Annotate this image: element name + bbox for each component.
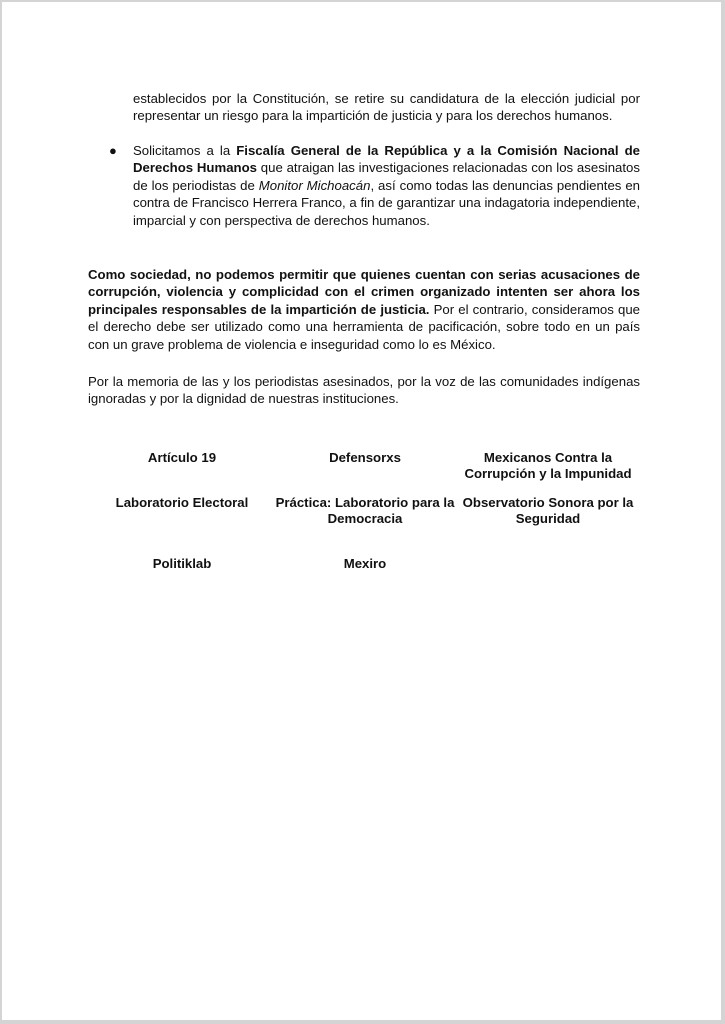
signatory: Defensorxs [329, 450, 401, 465]
statement-paragraph [88, 266, 640, 353]
bullet-icon: ● [109, 143, 117, 158]
signatory: Politiklab [152, 556, 212, 571]
signatory: Práctica: Laboratorio para la Democracia [275, 495, 455, 526]
signatory: Mexicanos Contra la Corrupción y la Impunidad [464, 450, 632, 481]
signatory: Mexiro [343, 556, 387, 571]
signatory: Laboratorio Electoral [115, 495, 249, 510]
bullet-italic-outlet: Monitor Michoacán [258, 177, 371, 193]
signatory: Observatorio Sonora por la Seguridad [462, 495, 634, 526]
signatory: Artículo 19 [147, 450, 217, 465]
statement-regular: Por el contrario, consideramos que el derecho debe ser utilizado como una herramienta de pacificación, sobre todo en un país con un grave problema de violencia e inseguridad como lo es México. [88, 301, 640, 352]
bullet-lead: Solicitamos a la [133, 143, 237, 158]
bullet-text [133, 142, 640, 229]
bullet-mid: que atraigan las investigaciones relacionadas con los asesinatos de los periodistas de [133, 160, 640, 193]
statement-bold: Como sociedad, no podemos permitir que quienes cuentan con serias acusaciones de corrupción, violencia y complicidad con el crimen organizado intenten ser ahora los principales responsables de la impartición de justicia. [88, 267, 640, 317]
continued-paragraph: establecidos por la Constitución, se retire su candidatura de la elección judicial por representar un riesgo para la impartición de justicia y para los derechos humanos. [133, 91, 640, 124]
bullet-item [109, 142, 640, 229]
bullet-tail: , así como todas las denuncias pendientes en contra de Francisco Herrera Franco, a fin de garantizar una indagatoria independiente, imparcial y con perspectiva de derechos humanos. [133, 177, 641, 228]
bullet-bold-institutions: Fiscalía General de la República y a la Comisión Nacional de Derechos Humanos [133, 143, 640, 176]
closing-paragraph: Por la memoria de las y los periodistas asesinados, por la voz de las comunidades indígenas ignoradas y por la dignidad de nuestras instituciones. [88, 374, 640, 407]
document-page [2, 2, 721, 1020]
